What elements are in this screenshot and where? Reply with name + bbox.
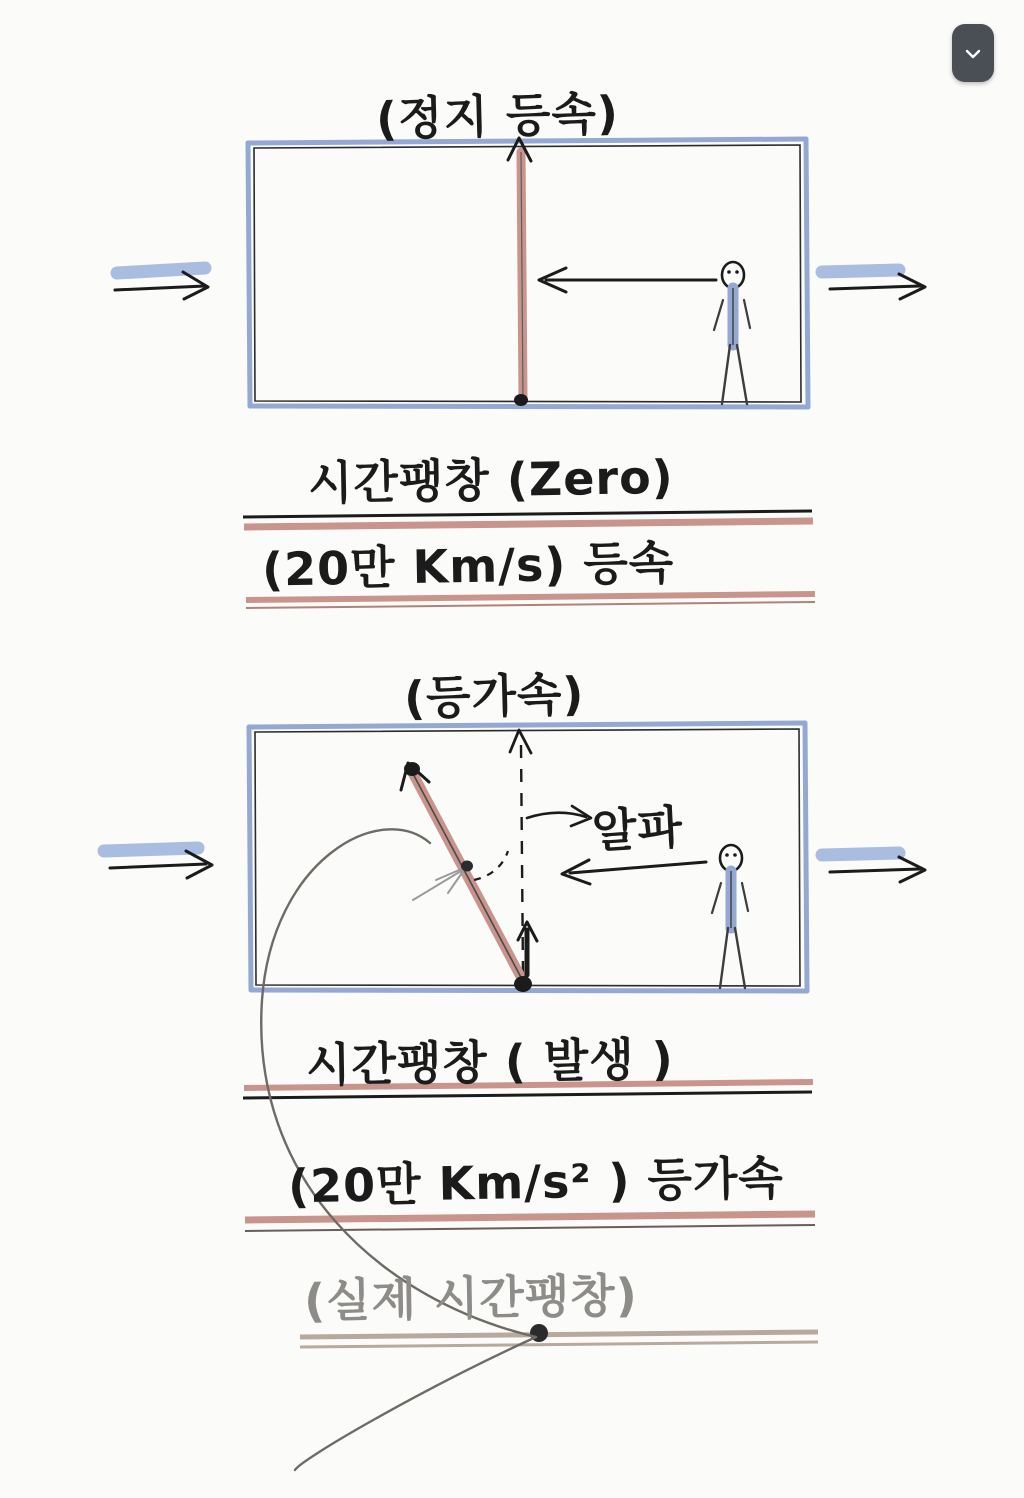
bottom-sight-arrow [562, 860, 706, 884]
bottom-caption-title: (등가속) [403, 666, 586, 726]
bottom-observer-figure [712, 845, 748, 988]
bottom-line-3-text: (실제 시간팽창) [303, 1268, 639, 1328]
top-sight-arrow [539, 268, 716, 292]
top-caption-title: (정지 등속) [375, 85, 620, 147]
bottom-line-2-text: (20만 Km/s² ) 등가속 [287, 1150, 785, 1214]
top-right-motion-arrow [822, 270, 925, 299]
bottom-line-1-text: 시간팽창 ( 발생 ) [305, 1031, 675, 1093]
top-observer-figure [714, 262, 750, 404]
top-left-motion-arrow [115, 268, 208, 299]
top-light-path [508, 138, 531, 406]
bottom-left-motion-arrow [104, 848, 212, 878]
bottom-right-motion-arrow [822, 853, 925, 882]
top-line-1-text: 시간팽창 (Zero) [307, 449, 675, 511]
top-line-2-text: (20만 Km/s) 등속 [261, 535, 675, 597]
bottom-slanted-light-path [401, 762, 537, 992]
alpha-pointer [527, 806, 591, 826]
top-spaceship-box [248, 139, 808, 407]
bottom-diagram [104, 723, 925, 1470]
alpha-label: 알파 [590, 799, 685, 859]
